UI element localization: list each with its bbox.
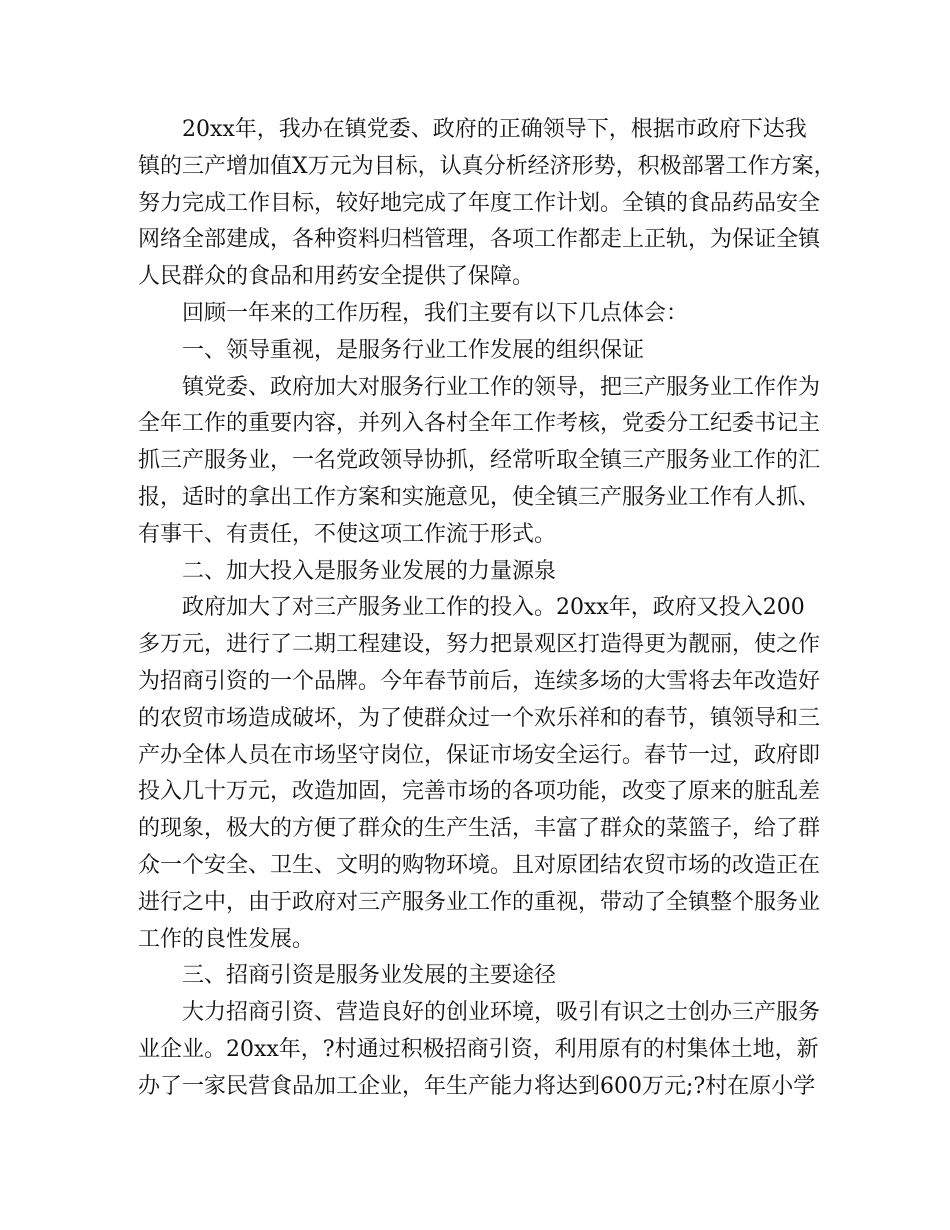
text-line: 抓三产服务业，一名党政领导协抓，经常听取全镇三产服务业工作的汇 — [138, 448, 821, 474]
text-line: 20xx年，我办在镇党委、政府的正确领导下，根据市政府下达我 — [182, 117, 807, 142]
text-line: 回顾一年来的工作历程，我们主要有以下几点体会： — [182, 300, 689, 326]
text-line: 网络全部建成，各种资料归档管理，各项工作都走上正轨，为保证全镇 — [138, 227, 821, 253]
text-line: 多万元，进行了二期工程建设，努力把景观区打造得更为靓丽，使之作 — [138, 632, 821, 658]
text-line: 镇党委、政府加大对服务行业工作的领导，把三产服务业工作作为 — [182, 374, 821, 400]
text-line: 为招商引资的一个品牌。今年春节前后，连续多场的大雪将去年改造好 — [138, 668, 821, 694]
text-line: 报，适时的拿出工作方案和实施意见，使全镇三产服务业工作有人抓、 — [138, 484, 821, 510]
text-line: 努力完成工作目标，较好地完成了年度工作计划。全镇的食品药品安全 — [138, 190, 821, 216]
text-line: 政府加大了对三产服务业工作的投入。20xx年，政府又投入200 — [182, 595, 805, 621]
text-line: 的农贸市场造成破坏，为了使群众过一个欢乐祥和的春节，镇领导和三 — [138, 705, 821, 731]
text-line: 进行之中，由于政府对三产服务业工作的重视，带动了全镇整个服务业 — [138, 889, 821, 915]
text-line: 有事干、有责任，不使这项工作流于形式。 — [138, 521, 557, 547]
text-line: 大力招商引资、营造良好的创业环境，吸引有识之士创办三产服务 — [182, 1000, 821, 1026]
text-line: 三、招商引资是服务业发展的主要途径 — [182, 963, 557, 989]
text-line: 产办全体人员在市场坚守岗位，保证市场安全运行。春节一过，政府即 — [138, 742, 821, 768]
text-line: 的现象，极大的方便了群众的生产生活，丰富了群众的菜篮子，给了群 — [138, 816, 821, 842]
text-line: 一、领导重视，是服务行业工作发展的组织保证 — [182, 337, 645, 363]
text-line: 工作的良性发展。 — [138, 926, 315, 952]
text-line: 业企业。20xx年，?村通过积极招商引资，利用原有的村集体土地，新 — [138, 1036, 819, 1062]
text-line: 二、加大投入是服务业发展的力量源泉 — [182, 558, 557, 584]
text-line: 投入几十万元，改造加固，完善市场的各项功能，改变了原来的脏乱差 — [138, 779, 821, 805]
text-line: 全年工作的重要内容，并列入各村全年工作考核，党委分工纪委书记主 — [138, 411, 821, 437]
text-line: 办了一家民营食品加工企业，年生产能力将达到600万元;?村在原小学 — [138, 1073, 816, 1099]
text-line: 镇的三产增加值X万元为目标，认真分析经济形势，积极部署工作方案， — [138, 153, 836, 179]
document-body — [138, 112, 836, 1106]
text-line: 人民群众的食品和用药安全提供了保障。 — [138, 264, 535, 290]
text-line: 众一个安全、卫生、文明的购物环境。且对原团结农贸市场的改造正在 — [138, 852, 821, 878]
